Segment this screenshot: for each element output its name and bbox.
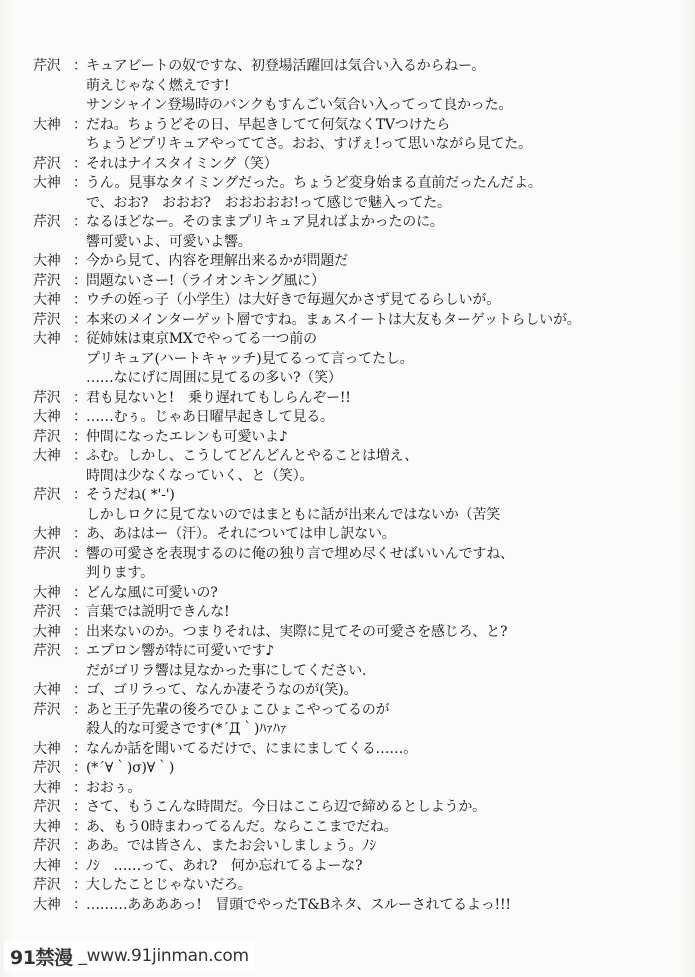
speaker-separator: ： <box>73 331 87 347</box>
dialogue-line <box>33 155 673 175</box>
dialogue-text: 仲間になったエレンも可愛いよ♪ <box>86 428 288 445</box>
dialogue-text: だね。ちょうどその日、早起きしてて何気なくTVつけたら <box>86 116 451 133</box>
dialogue-text: 従姉妹は東京MXでやってる一つ前の <box>86 331 317 347</box>
dialogue-line <box>33 701 673 721</box>
dialogue-text: 響の可愛さを表現するのに俺の独り言で埋め尽くせばいいんですね、 <box>86 545 514 562</box>
dialogue-line <box>33 428 673 448</box>
speaker-name: 芹沢 <box>33 272 61 289</box>
dialogue-line <box>33 116 673 136</box>
dialogue-line <box>33 564 673 584</box>
speaker-separator: ： <box>73 818 87 835</box>
speaker-name: 芹沢 <box>33 799 61 815</box>
dialogue-line <box>33 467 673 487</box>
dialogue-text: 殺人的な可愛さです(*´Д｀)ﾊｧﾊｧ <box>86 721 287 737</box>
speaker-name: 大神 <box>33 448 61 464</box>
speaker-separator: ： <box>73 584 87 601</box>
speaker-name: 大神 <box>33 682 61 698</box>
speaker-separator: ： <box>73 701 87 718</box>
dialogue-line <box>33 662 673 682</box>
speaker-separator: ： <box>73 740 87 757</box>
speaker-name: 大神 <box>33 584 61 601</box>
dialogue-text: 本来のメインターゲット層ですね。まぁスイートは大友もターゲットらしいが。 <box>86 311 581 328</box>
speaker-separator: ： <box>73 175 87 191</box>
dialogue-line <box>33 779 673 799</box>
speaker-name: 大神 <box>33 175 61 191</box>
dialogue-text: ゴ、ゴリラって、なんか凄そうなのが(笑)。 <box>86 682 358 698</box>
dialogue-text: どんな風に可愛いの? <box>86 584 218 601</box>
dialogue-text: うん。見事なタイミングだった。ちょうど変身始まる直前だったんだよ。 <box>86 175 542 191</box>
speaker-separator: ： <box>73 155 87 172</box>
speaker-separator: ： <box>73 857 87 874</box>
dialogue-text: 君も見ないと! 乗り遅れてもしらんぞー!! <box>86 389 351 406</box>
dialogue-text: さて、もうこんな時間だ。今日はここら辺で締めるとしようか。 <box>86 799 486 815</box>
dialogue-text: 問題ないさー!（ライオンキング風に） <box>86 272 325 289</box>
dialogue-text: (*´∀｀)σ)∀｀) <box>86 760 175 776</box>
speaker-name: 大神 <box>33 116 61 133</box>
dialogue-line <box>33 857 673 877</box>
speaker-separator: ： <box>73 604 87 620</box>
dialogue-text: 萌えじゃなく燃えです! <box>86 77 230 94</box>
speaker-separator: ： <box>73 545 87 562</box>
dialogue-line <box>33 798 673 818</box>
site-watermark <box>4 941 255 971</box>
dialogue-text: あ、あははー（汗）。それについては申し訳ない。 <box>86 526 396 542</box>
dialogue-text: ﾉｼ ……って、あれ? 何か忘れてるよーな? <box>86 857 363 874</box>
speaker-name: 大神 <box>33 740 61 757</box>
speaker-name: 大神 <box>33 253 61 269</box>
dialogue-text: だがゴリラ響は見なかった事にしてください. <box>86 662 367 679</box>
dialogue-text: 時間は少なくなっていく、と（笑）。 <box>86 467 314 484</box>
dialogue-text: ウチの姪っ子（小学生）は大好きで毎週欠かさず見てるらしいが。 <box>86 292 500 308</box>
dialogue-line <box>33 389 673 409</box>
speaker-separator: ： <box>73 799 87 815</box>
speaker-name: 芹沢 <box>33 838 61 854</box>
speaker-separator: ： <box>73 487 87 503</box>
speaker-name: 芹沢 <box>33 760 61 776</box>
speaker-separator: ： <box>73 389 87 406</box>
dialogue-text: 言葉では説明できんな! <box>86 604 230 620</box>
speaker-separator: ： <box>73 58 87 74</box>
speaker-name: 大神 <box>33 526 61 542</box>
speaker-separator: ： <box>73 428 87 445</box>
dialogue-line <box>33 837 673 857</box>
speaker-separator: ： <box>73 779 87 796</box>
speaker-name: 大神 <box>33 409 61 425</box>
dialogue-line <box>33 759 673 779</box>
dialogue-line <box>33 818 673 838</box>
dialogue-line <box>33 77 673 97</box>
dialogue-text-block <box>33 57 673 915</box>
speaker-name: 芹沢 <box>33 155 61 172</box>
speaker-separator: ： <box>73 311 87 328</box>
speaker-separator: ： <box>73 253 87 269</box>
dialogue-text: ……むぅ。じゃあ日曜早起きして見る。 <box>86 409 334 425</box>
speaker-name: 芹沢 <box>33 428 61 445</box>
dialogue-text: 今から見て、内容を理解出来るかが問題だ <box>86 253 348 269</box>
dialogue-line <box>33 896 673 916</box>
dialogue-line <box>33 681 673 701</box>
speaker-name: 芹沢 <box>33 311 61 328</box>
dialogue-text: なるほどなー。そのままプリキュア見ればよかったのに。 <box>86 214 444 230</box>
speaker-name: 芹沢 <box>33 701 61 718</box>
speaker-name: 大神 <box>33 331 61 347</box>
dialogue-text: ……なにげに周囲に見てるの多い?（笑） <box>86 370 342 386</box>
dialogue-line <box>33 233 673 253</box>
dialogue-text: しかしロクに見てないのではまともに話が出来んではないか（苦笑 <box>86 506 500 523</box>
dialogue-text: エプロン響が特に可愛いです♪ <box>86 643 275 659</box>
dialogue-line <box>33 135 673 155</box>
dialogue-text: ああ。では皆さん、またお会いしましょう。ﾉｼ <box>86 838 376 854</box>
speaker-separator: ： <box>73 682 87 698</box>
dialogue-text: サンシャイン登場時のバンクもすんごい気合い入ってって良かった。 <box>86 97 513 113</box>
dialogue-line <box>33 506 673 526</box>
dialogue-text: なんか話を聞いてるだけで、にまにましてくる……。 <box>86 740 417 757</box>
speaker-separator: ： <box>73 526 87 542</box>
dialogue-line <box>33 330 673 350</box>
dialogue-text: 響可愛いよ、可愛いよ響。 <box>86 233 252 250</box>
dialogue-line <box>33 350 673 370</box>
speaker-name: 大神 <box>33 623 61 640</box>
dialogue-line <box>33 272 673 292</box>
speaker-name: 大神 <box>33 896 61 913</box>
dialogue-text: プリキュア(ハートキャッチ)見てるって言ってたし。 <box>86 350 414 367</box>
speaker-name: 芹沢 <box>33 643 61 659</box>
speaker-separator: ： <box>73 272 87 289</box>
speaker-name: 芹沢 <box>33 487 61 503</box>
dialogue-line <box>33 447 673 467</box>
speaker-name: 大神 <box>33 818 61 835</box>
dialogue-text: で、おお? おおお? おおおおお!って感じで魅入ってた。 <box>86 194 451 211</box>
dialogue-text: ちょうどプリキュアやっててさ。おお、すげぇ!って思いながら見てた。 <box>86 136 532 152</box>
speaker-separator: ： <box>73 643 87 659</box>
dialogue-line <box>33 96 673 116</box>
dialogue-line <box>33 642 673 662</box>
dialogue-line <box>33 252 673 272</box>
speaker-separator: ： <box>73 838 87 854</box>
dialogue-line <box>33 584 673 604</box>
speaker-separator: ： <box>73 214 87 230</box>
dialogue-line <box>33 213 673 233</box>
dialogue-line <box>33 603 673 623</box>
dialogue-line <box>33 194 673 214</box>
speaker-name: 芹沢 <box>33 58 61 74</box>
dialogue-text: あと王子先輩の後ろでひょこひょこやってるのが <box>86 701 390 718</box>
dialogue-line <box>33 174 673 194</box>
speaker-separator: ： <box>73 409 87 425</box>
dialogue-line <box>33 623 673 643</box>
dialogue-text: おおぅ。 <box>86 779 142 796</box>
dialogue-line <box>33 545 673 565</box>
speaker-separator: ： <box>73 623 87 640</box>
speaker-separator: ： <box>73 292 87 308</box>
dialogue-text: 出来ないのか。つまりそれは、実際に見てその可愛さを感じろ、と? <box>86 623 508 640</box>
dialogue-text: キュアビートの奴ですな、初登場活躍回は気合い入るからねー。 <box>86 58 486 74</box>
speaker-name: 芹沢 <box>33 214 61 230</box>
speaker-separator: ： <box>73 448 87 464</box>
speaker-name: 大神 <box>33 779 61 796</box>
dialogue-line <box>33 876 673 896</box>
speaker-separator: ： <box>73 877 87 893</box>
dialogue-text: 大したことじゃないだろ。 <box>86 877 252 893</box>
dialogue-line <box>33 311 673 331</box>
speaker-name: 大神 <box>33 292 61 308</box>
dialogue-line <box>33 408 673 428</box>
dialogue-text: 判ります。 <box>86 565 154 581</box>
dialogue-text: そうだね( *'-') <box>86 487 175 503</box>
dialogue-line <box>33 525 673 545</box>
dialogue-line <box>33 486 673 506</box>
speaker-name: 芹沢 <box>33 604 61 620</box>
watermark-brand: 91禁漫 <box>10 946 73 969</box>
dialogue-text: あ、もう0時まわってるんだ。ならここまでだね。 <box>86 818 398 835</box>
speaker-name: 大神 <box>33 857 61 874</box>
dialogue-line <box>33 369 673 389</box>
speaker-name: 芹沢 <box>33 545 61 562</box>
speaker-name: 芹沢 <box>33 877 61 893</box>
dialogue-text: それはナイスタイミング（笑） <box>86 155 278 172</box>
dialogue-line <box>33 740 673 760</box>
dialogue-line <box>33 57 673 77</box>
dialogue-line <box>33 720 673 740</box>
speaker-separator: ： <box>73 760 87 776</box>
dialogue-text: ………ああああっ! 冒頭でやったT&Bネタ、スルーされてるよっ!!! <box>86 896 511 913</box>
dialogue-text: ふむ。しかし、こうしてどんどんとやることは増え、 <box>86 448 419 464</box>
speaker-name: 芹沢 <box>33 389 61 406</box>
speaker-separator: ： <box>73 896 87 913</box>
speaker-separator: ： <box>73 116 87 133</box>
watermark-url: _www.91jinman.com <box>78 946 249 966</box>
dialogue-line <box>33 291 673 311</box>
